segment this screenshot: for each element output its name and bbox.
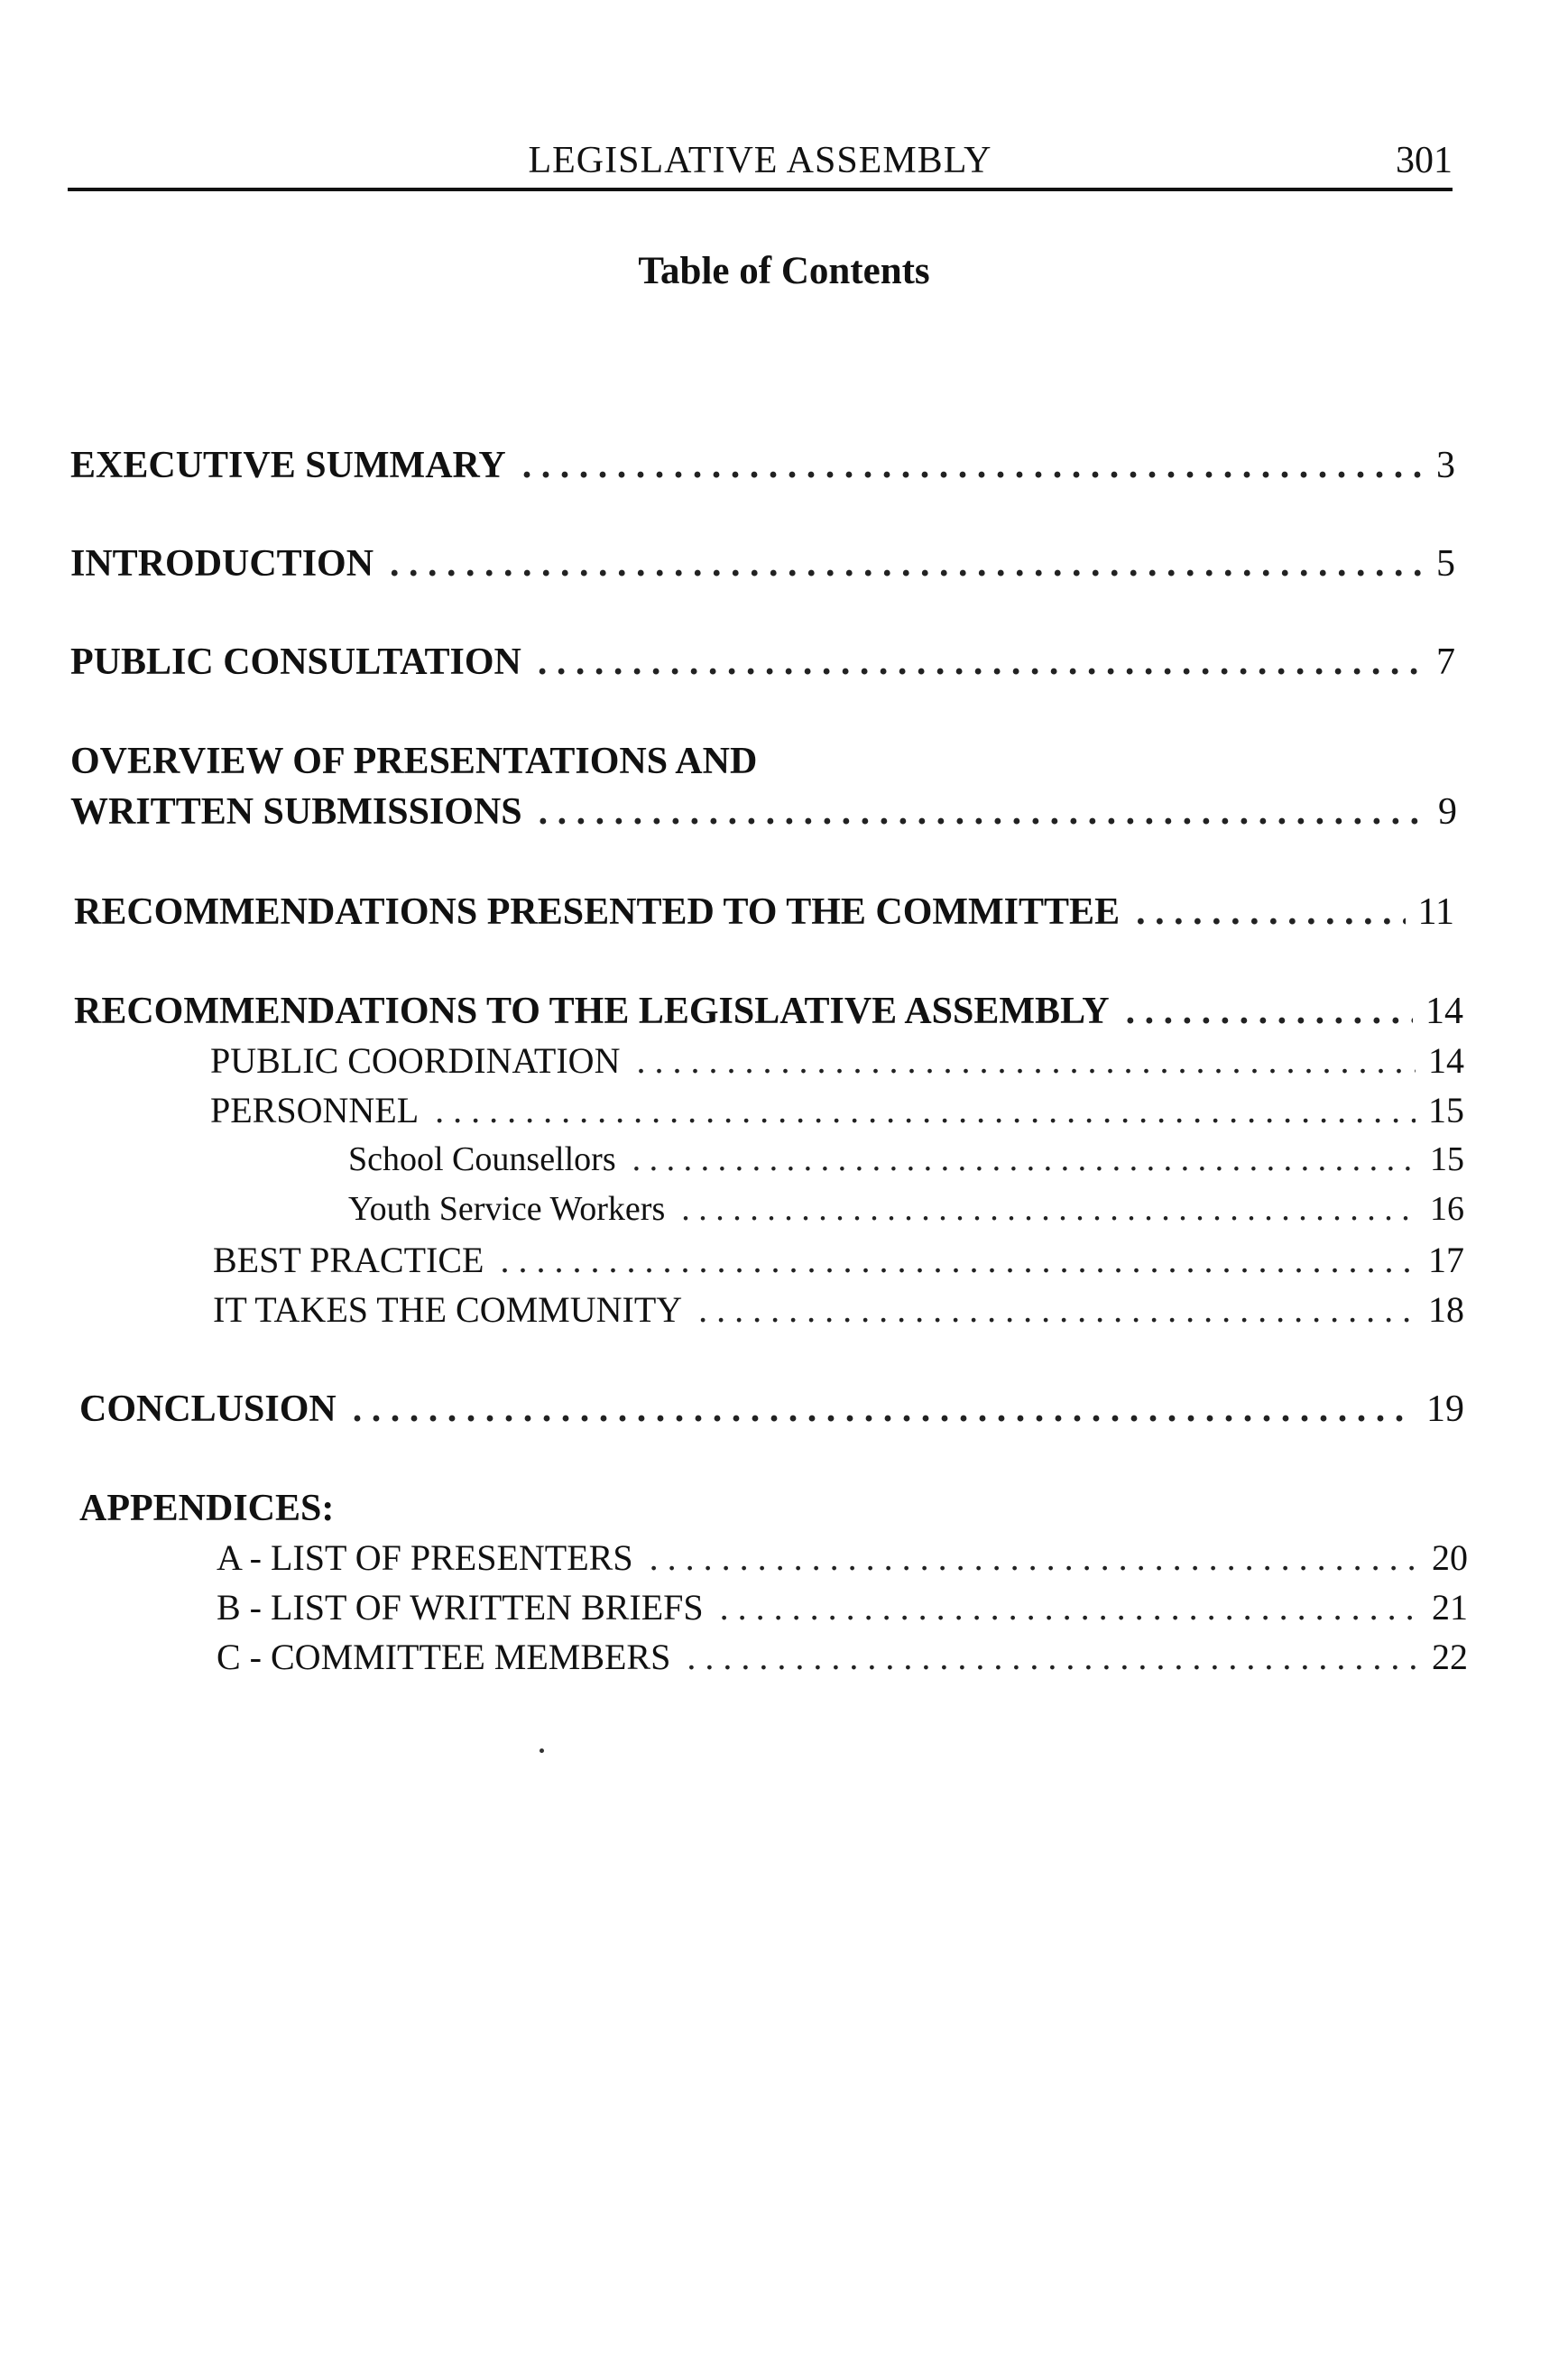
dot-leader [681, 1189, 1417, 1229]
toc-entry-page: 15 [1428, 1090, 1464, 1130]
toc-entry-appendix-b [217, 1586, 1468, 1640]
toc-entry-youth-service-workers [348, 1189, 1464, 1243]
toc-entry-label: WRITTEN SUBMISSIONS [70, 791, 522, 833]
toc-entry-appendix-c [217, 1636, 1468, 1690]
toc-entry-page: 9 [1438, 791, 1457, 833]
toc-entry-page: 19 [1426, 1388, 1464, 1430]
dot-leader [650, 1536, 1419, 1579]
dot-leader [1136, 890, 1405, 934]
toc-entry-label: B - LIST OF WRITTEN BRIEFS [217, 1587, 704, 1628]
toc-entry-label: C - COMMITTEE MEMBERS [217, 1637, 671, 1677]
toc-entry-overview [70, 790, 1457, 844]
toc-entry-public-coordination [210, 1039, 1464, 1093]
dot-leader [500, 1239, 1416, 1281]
toc-entry-best-practice [213, 1239, 1464, 1293]
toc-entry-executive-summary [70, 444, 1455, 498]
toc-entry-page: 5 [1436, 543, 1455, 585]
dot-leader [632, 1139, 1417, 1179]
toc-entry-page: 20 [1432, 1537, 1468, 1578]
toc-entry-page: 11 [1417, 891, 1454, 933]
dot-leader [720, 1586, 1419, 1628]
toc-entry-label: BEST PRACTICE [213, 1240, 484, 1280]
toc-entry-page: 17 [1428, 1240, 1464, 1280]
stray-mark [540, 1748, 544, 1753]
toc-entry-label: PERSONNEL [210, 1090, 420, 1130]
toc-entry-recommendations-assembly [74, 990, 1463, 1044]
dot-leader [353, 1388, 1414, 1431]
toc-entry-personnel [210, 1089, 1464, 1143]
toc-entry-label: EXECUTIVE SUMMARY [70, 445, 506, 486]
dot-leader [636, 1039, 1416, 1082]
toc-entry-overview-line1: OVERVIEW OF PRESENTATIONS AND [70, 741, 758, 782]
toc-entry-label: IT TAKES THE COMMUNITY [213, 1289, 683, 1330]
toc-entry-introduction [70, 542, 1455, 596]
toc-entry-page: 21 [1432, 1587, 1468, 1628]
dot-leader [522, 444, 1424, 487]
toc-entry-school-counsellors [348, 1139, 1464, 1194]
toc-entry-label: CONCLUSION [79, 1388, 337, 1430]
dot-leader [538, 641, 1424, 684]
dot-leader [390, 542, 1424, 586]
toc-entry-page: 14 [1428, 1040, 1464, 1081]
dot-leader [1126, 990, 1413, 1033]
toc-entry-public-consultation [70, 641, 1455, 695]
toc-entry-label: School Counsellors [348, 1140, 616, 1178]
toc-entry-page: 7 [1436, 641, 1455, 683]
toc-entry-page: 3 [1436, 445, 1455, 486]
running-title: LEGISLATIVE ASSEMBLY [528, 140, 992, 181]
toc-entry-label: INTRODUCTION [70, 543, 374, 585]
toc-entry-label: PUBLIC COORDINATION [210, 1040, 621, 1081]
running-header [68, 137, 1453, 191]
dot-leader [435, 1089, 1416, 1131]
toc-entry-page: 14 [1425, 991, 1463, 1032]
dot-leader [539, 790, 1425, 834]
toc-entry-label: RECOMMENDATIONS TO THE LEGISLATIVE ASSEMBLY [74, 991, 1110, 1032]
page-number: 301 [1396, 140, 1453, 181]
toc-entry-page: 16 [1430, 1190, 1464, 1228]
toc-entry-label: RECOMMENDATIONS PRESENTED TO THE COMMITTEE [74, 891, 1121, 933]
dot-leader [687, 1636, 1419, 1678]
toc-entry-appendix-a [217, 1536, 1468, 1591]
toc-entry-recommendations-presented [74, 890, 1454, 945]
toc-entry-page: 15 [1430, 1140, 1464, 1178]
toc-entry-page: 18 [1428, 1289, 1464, 1330]
toc-entry-it-takes-the-community [213, 1288, 1464, 1342]
toc-entry-label: A - LIST OF PRESENTERS [217, 1537, 633, 1578]
toc-entry-label: Youth Service Workers [348, 1190, 666, 1228]
toc-heading: Table of Contents [638, 250, 930, 292]
toc-entry-conclusion [79, 1388, 1464, 1442]
toc-entry-label: PUBLIC CONSULTATION [70, 641, 521, 683]
toc-entry-appendices: APPENDICES: [79, 1488, 335, 1529]
toc-entry-page: 22 [1432, 1637, 1468, 1677]
dot-leader [698, 1288, 1416, 1331]
